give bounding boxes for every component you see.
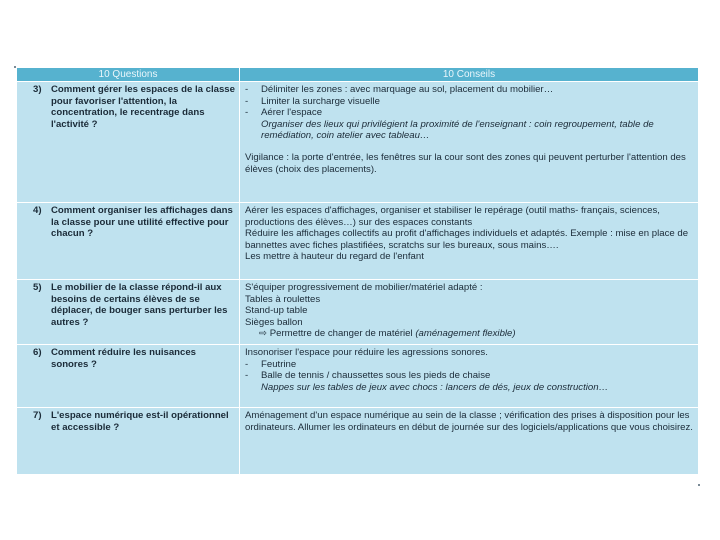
table-row bbox=[17, 203, 699, 280]
advice-cell bbox=[240, 280, 699, 345]
question-number: 7) bbox=[33, 410, 42, 421]
list-item: - Feutrine bbox=[245, 358, 297, 370]
sub-note: Nappes sur les tables de jeux avec chocs : lancers de dés, jeux de construction… bbox=[261, 381, 609, 393]
advice-cell bbox=[240, 345, 699, 408]
advice-cell bbox=[240, 408, 699, 475]
question-cell bbox=[17, 82, 240, 203]
advice-line: Aérer les espaces d'affichages, organiser et stabiliser le repérage (outil maths- français, sciences, productions des élèves…) sur des espaces constants bbox=[245, 205, 660, 228]
question-cell bbox=[17, 345, 240, 408]
question-cell bbox=[17, 408, 240, 475]
vigilance-note: Vigilance : la porte d'entrée, les fenêtres sur la cour sont des zones qui peuvent perturber l'attention des élèves (choix des placements). bbox=[245, 151, 686, 175]
table-row bbox=[17, 408, 699, 475]
table-header-row bbox=[17, 68, 699, 82]
question-text: Comment réduire les nuisances sonores ? bbox=[51, 347, 197, 370]
advice-line: Réduire les affichages collectifs au profit d'affichages individuels et adaptés. Exemple : mise en place de bannettes avec fiches plastifiées, scratchs sur les bureaux, sous mains…. bbox=[245, 228, 689, 251]
advice-text: Aménagement d'un espace numérique au sein de la classe ; vérification des prises à disposition pour les ordinateurs. Allumer les ordinateurs en début de journée sur des logiciels/applications que vous choisirez. bbox=[245, 410, 693, 433]
list-item: Stand-up table bbox=[245, 305, 308, 317]
advice-cell bbox=[240, 82, 699, 203]
question-text: Le mobilier de la classe répond-il aux besoins de certains élèves de se déplacer, de bouger sans perturber les autres ? bbox=[51, 282, 228, 328]
question-text: Comment organiser les affichages dans la classe pour une utilité effective pour chacun ? bbox=[51, 205, 233, 240]
arrow-icon: ⇨ bbox=[259, 328, 268, 340]
advice-intro: S'équiper progressivement de mobilier/matériel adapté : bbox=[245, 282, 483, 293]
list-item: Sièges ballon bbox=[245, 316, 303, 328]
advice-line: Les mettre à hauteur du regard de l'enfant bbox=[245, 251, 424, 263]
question-cell bbox=[17, 280, 240, 345]
conseils-table bbox=[16, 67, 699, 475]
questions-header: 10 Questions bbox=[17, 68, 240, 82]
arrow-note: ⇨ Permettre de changer de matériel (aménagement flexible) bbox=[259, 328, 516, 340]
list-item: - Limiter la surcharge visuelle bbox=[245, 95, 380, 107]
question-cell bbox=[17, 203, 240, 280]
sub-note: Organiser des lieux qui privilégient la proximité de l'enseignant : coin regroupement, table de remédiation, coin atelier avec tableau… bbox=[261, 118, 654, 142]
question-number: 5) bbox=[33, 282, 42, 293]
table-row bbox=[17, 82, 699, 203]
list-item: - Balle de tennis / chaussettes sous les pieds de chaise bbox=[245, 370, 491, 382]
table-row bbox=[17, 280, 699, 345]
list-item: - Délimiter les zones : avec marquage au sol, placement du mobilier… bbox=[245, 84, 554, 95]
corner-mark-bottom-right bbox=[698, 484, 700, 486]
question-number: 3) bbox=[33, 84, 42, 95]
list-item: - Aérer l'espace bbox=[245, 107, 323, 119]
question-text: Comment gérer les espaces de la classe pour favoriser l'attention, la concentration, le recentrage dans l'activité ? bbox=[51, 84, 235, 130]
table-row bbox=[17, 345, 699, 408]
advice-intro: Insonoriser l'espace pour réduire les agressions sonores. bbox=[245, 347, 488, 358]
question-number: 6) bbox=[33, 347, 42, 358]
question-text: L'espace numérique est-il opérationnel et accessible ? bbox=[51, 410, 229, 433]
list-item: Tables à roulettes bbox=[245, 293, 321, 305]
advice-cell bbox=[240, 203, 699, 280]
question-number: 4) bbox=[33, 205, 42, 216]
conseils-header: 10 Conseils bbox=[240, 68, 699, 82]
